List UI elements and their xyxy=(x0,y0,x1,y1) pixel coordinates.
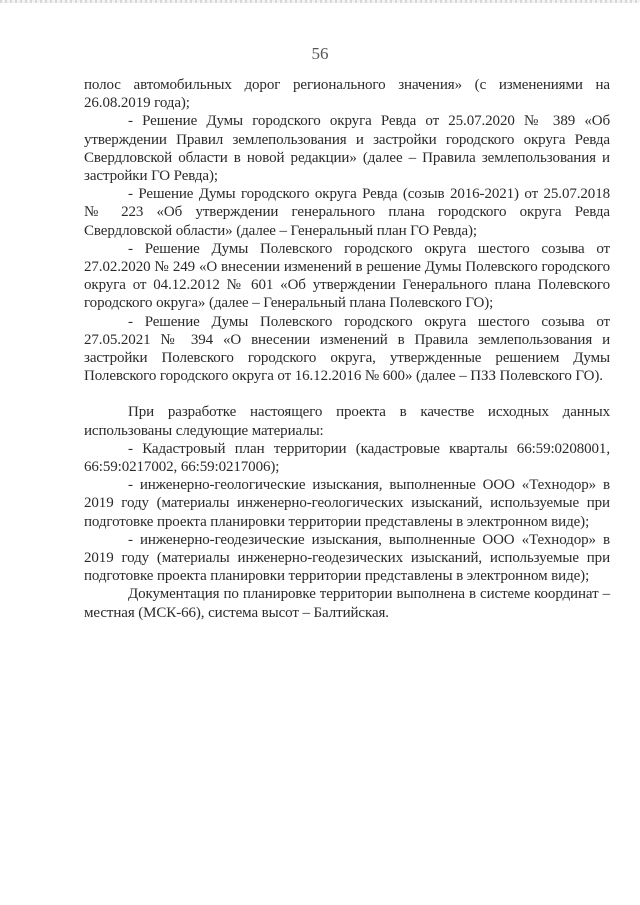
paragraph-source-materials-intro: При разработке настоящего проекта в качестве исходных данных использованы следующие материалы: xyxy=(84,404,610,439)
paragraph-polevskoy-land-use-rules: - Решение Думы Полевского городского округа шестого созыва от 27.05.2021 № 394 «О внесении изменений в Правила землепользования и застройки Полевского городского округа, утвержденные решением Думы Полевского городского округа от 16.12.2016 № 600» (далее – ПЗЗ Полевского ГО). xyxy=(84,313,610,385)
paragraph-revda-land-use-rules: - Решение Думы городского округа Ревда от 25.07.2020 № 389 «Об утверждении Правил землепользования и застройки городского округа Ревда Свердловской области в новой редакции» (далее – Правила землепользования и застройки ГО Ревда); xyxy=(84,113,610,185)
paragraph-coordinate-system: Документация по планировке территории выполнена в системе координат – местная (МСК-66), система высот – Балтийская. xyxy=(84,586,610,621)
page-number: 56 xyxy=(311,44,329,63)
paragraph-cadastral-plan: - Кадастровый план территории (кадастровые кварталы 66:59:0208001, 66:59:0217002, 66:59:0217006); xyxy=(84,440,610,476)
paragraph-geological-surveys: - инженерно-геологические изыскания, выполненные ООО «Технодор» в 2019 году (материалы инженерно-геологических изысканий, используемые при подготовке проекта планировки территории представлены в электронном виде); xyxy=(84,477,610,530)
paragraph-geodetic-surveys: - инженерно-геодезические изыскания, выполненные ООО «Технодор» в 2019 году (материалы инженерно-геодезических изысканий, используемые при подготовке проекта планировки территории представлены в электронном виде); xyxy=(84,531,610,585)
paragraph-continuation: полос автомобильных дорог регионального значения» (с изменениями на 26.08.2019 года); xyxy=(84,77,610,112)
scan-top-edge xyxy=(0,0,640,3)
document-body xyxy=(84,76,610,622)
paragraph-polevskoy-general-plan: - Решение Думы Полевского городского округа шестого созыва от 27.02.2020 № 249 «О внесении изменений в решение Думы Полевского городского округа от 04.12.2012 № 601 «Об утверждении Генерального плана Полевского городского округа» (далее – Генеральный плана Полевского ГО); xyxy=(84,240,610,312)
paragraph-revda-general-plan: - Решение Думы городского округа Ревда (созыв 2016-2021) от 25.07.2018 № 223 «Об утверждении генерального плана городского округа Ревда Свердловской области» (далее – Генеральный план ГО Ревда); xyxy=(84,186,610,239)
